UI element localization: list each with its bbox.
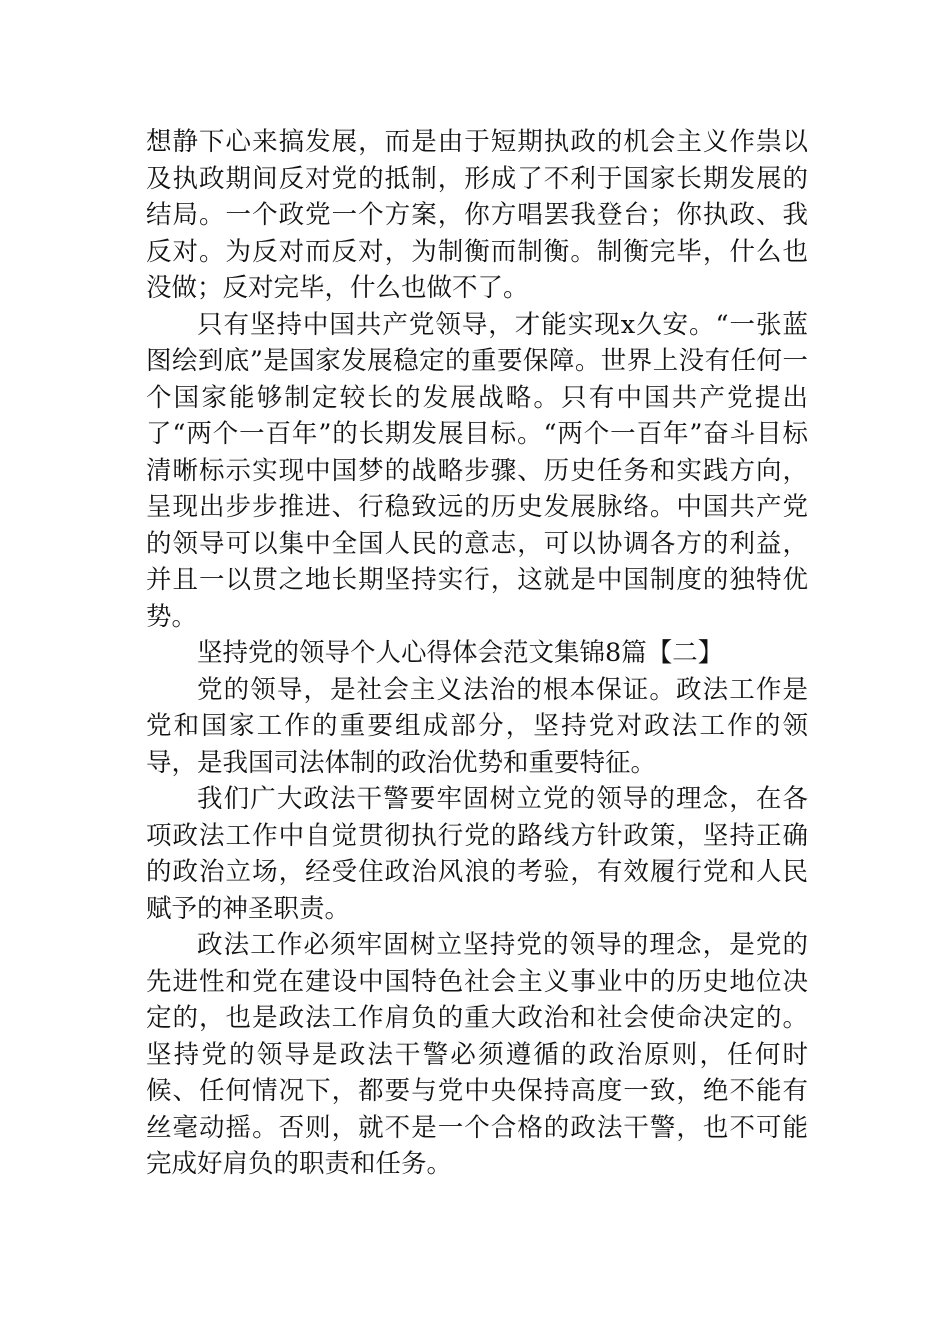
paragraph-police-concept: 我们广大政法干警要牢固树立党的领导的理念，在各项政法工作中自觉贯彻执行党的路线方针政策，坚持正确的政治立场，经受住政治风浪的考验，有效履行党和人民赋予的神圣职责。 — [146, 784, 808, 924]
paragraph-rule-of-law: 党的领导，是社会主义法治的根本保证。政法工作是党和国家工作的重要组成部分，坚持党对政法工作的领导，是我国司法体制的政治优势和重要特征。 — [146, 674, 808, 778]
document-page — [146, 124, 808, 1183]
paragraph-leadership-stability: 只有坚持中国共产党领导，才能实现x久安。“一张蓝图绘到底”是国家发展稳定的重要保障。世界上没有任何一个国家能够制定较长的发展战略。只有中国共产党提出了“两个一百年”的长期发展目标。“两个一百年”奋斗目标清晰标示实现中国梦的战略步骤、历史任务和实践方向，呈现出步步推进、行稳致远的历史发展脉络。中国共产党的领导可以集中全国人民的意志，可以协调各方的利益，并且一以贯之地长期坚持实行，这就是中国制度的独特优势。 — [146, 309, 808, 632]
paragraph-political-principle: 政法工作必须牢固树立坚持党的领导的理念，是党的先进性和党在建设中国特色社会主义事业中的历史地位决定的，也是政法工作肩负的重大政治和社会使命决定的。坚持党的领导是政法干警必须遵循的政治原则，任何时候、任何情况下，都要与党中央保持高度一致，绝不能有丝毫动摇。否则，就不是一个合格的政法干警，也不可能完成好肩负的职责和任务。 — [146, 930, 808, 1179]
paragraph-continued: 想静下心来搞发展，而是由于短期执政的机会主义作祟以及执政期间反对党的抵制，形成了不利于国家长期发展的结局。一个政党一个方案，你方唱罢我登台；你执政、我反对。为反对而反对，为制衡而制衡。制衡完毕，什么也没做；反对完毕，什么也做不了。 — [146, 127, 808, 303]
section-heading: 坚持党的领导个人心得体会范文集锦8篇【二】 — [197, 638, 724, 668]
